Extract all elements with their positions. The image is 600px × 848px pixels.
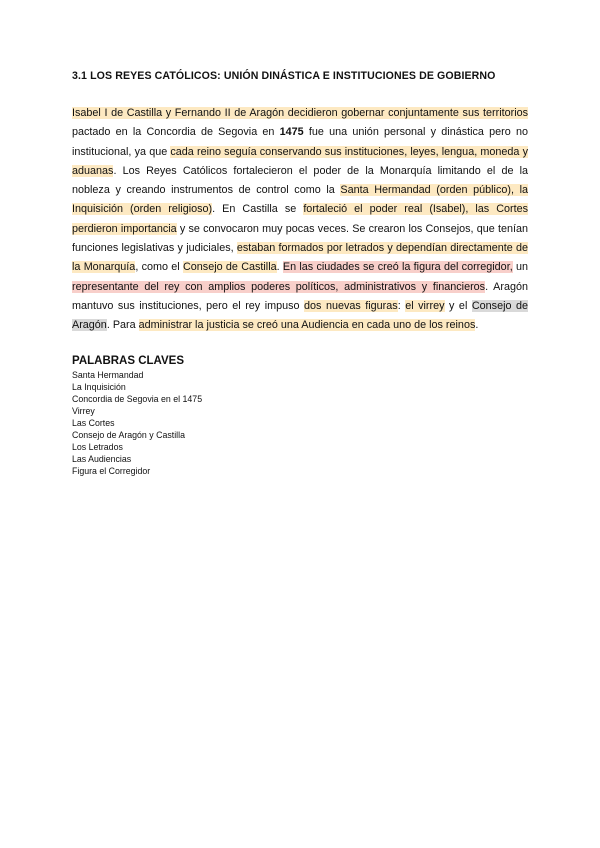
paragraph-text: . Para [106, 319, 139, 332]
paragraph-text: y el [444, 299, 472, 312]
highlighted-text: Isabel I de Castilla y Fernando II de Aragón decidieron gobernar conjuntamente sus territorios [72, 107, 528, 119]
highlighted-text: Consejo de Castilla [183, 261, 277, 274]
highlighted-text: En las ciudades se creó la figura del corregidor, [282, 261, 513, 274]
paragraph-text: . [475, 319, 479, 332]
keyword-item: Figura el Corregidor [72, 466, 151, 477]
paragraph-text: . En Castilla se [212, 203, 304, 216]
keywords-list [72, 369, 528, 478]
paragraph-text: . [276, 261, 283, 274]
keyword-item: Santa Hermandad [72, 369, 144, 380]
section-title: 3.1 LOS REYES CATÓLICOS: UNIÓN DINÁSTICA E INSTITUCIONES DE GOBIERNO [72, 70, 496, 82]
highlighted-text: Consejo de Aragón [72, 299, 528, 332]
keyword-item: Las Cortes [72, 417, 115, 428]
paragraph-text: : [397, 299, 406, 312]
highlighted-text: cada reino seguía conservando sus instituciones, leyes, lengua, moneda y aduanas [72, 145, 528, 177]
paragraph-text: . Aragón mantuvo sus instituciones, pero el rey impuso [72, 280, 528, 312]
keyword-item: La Inquisición [72, 381, 126, 392]
keyword-item: Concordia de Segovia en el 1475 [72, 393, 203, 404]
paragraph-text: pactado en la Concordia de Segovia en [72, 126, 280, 139]
paragraph-text: , como el [135, 261, 183, 274]
keyword-item: Los Letrados [72, 442, 123, 453]
keyword-item: Consejo de Aragón y Castilla [72, 430, 185, 441]
keywords-title: PALABRAS CLAVES [72, 354, 185, 367]
paragraph-text: y se convocaron muy pocas veces. Se crearon los Consejos, que tenían funciones legislativas y judiciales, [72, 222, 528, 255]
document-page [72, 70, 528, 477]
highlighted-text: fortaleció el poder real (Isabel), las Cortes perdieron importancia [72, 203, 529, 235]
highlighted-text: Santa Hermandad (orden público), la Inquisición (orden religioso) [72, 184, 529, 216]
keyword-item: Virrey [72, 405, 95, 416]
highlighted-text: representante del rey con amplios poderes políticos, administrativos y financieros [72, 280, 486, 293]
paragraph-text: . Los Reyes Católicos fortalecieron el poder de la Monarquía limitando el de la nobleza y creando instrumentos de control como la [72, 164, 528, 197]
highlighted-text: estaban formados por letrados y dependían directamente de la Monarquía [72, 242, 528, 274]
highlighted-text: dos nuevas figuras [304, 299, 398, 312]
paragraph-text: 1475 [279, 126, 304, 139]
highlighted-text: administrar la justicia se creó una Audiencia en cada uno de los reinos [138, 319, 476, 332]
paragraph-text: fue una unión personal y dinástica pero no institucional, ya que [72, 126, 528, 158]
body-paragraph [72, 104, 528, 336]
highlighted-text: el virrey [405, 299, 445, 312]
keyword-item: Las Audiencias [72, 454, 132, 465]
paragraph-text: un [512, 261, 529, 274]
